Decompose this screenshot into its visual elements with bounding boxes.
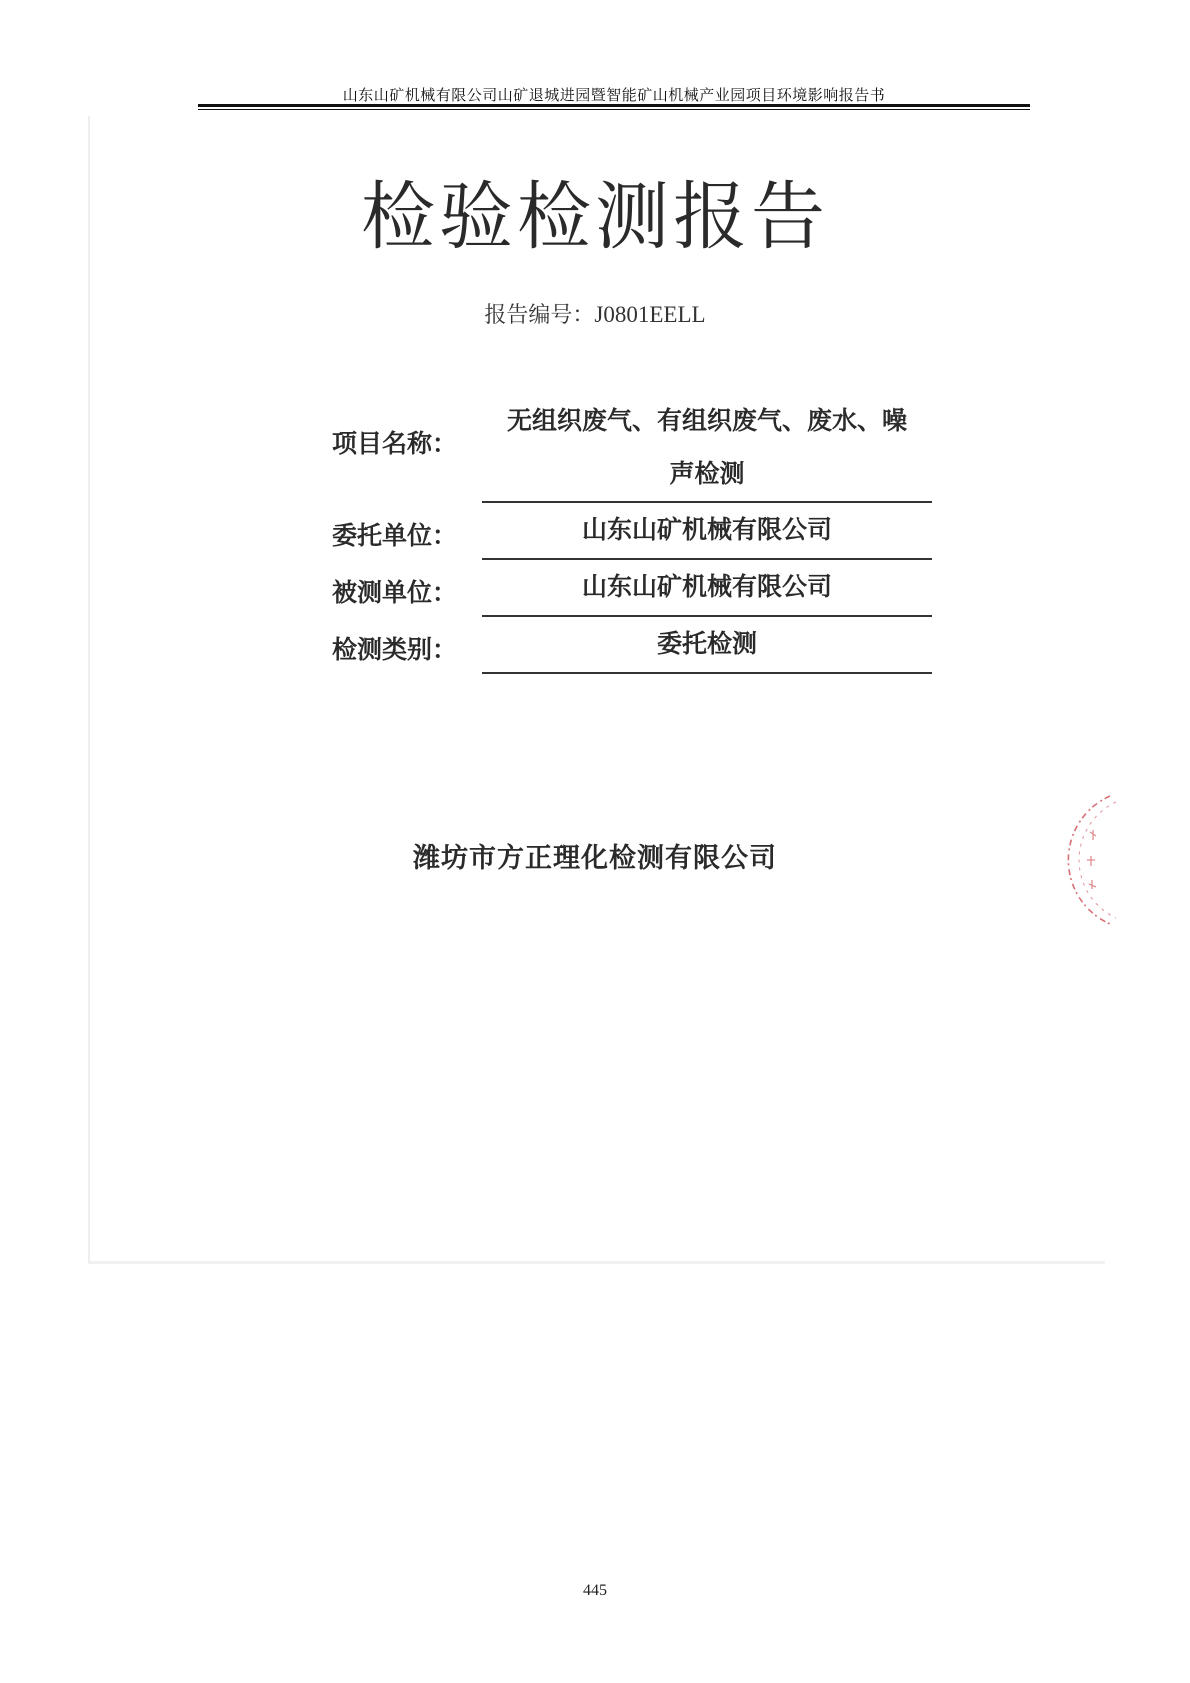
scanned-page (88, 116, 1105, 1264)
project-name-label: 项目名称： (332, 429, 458, 458)
header-rule-thick (198, 104, 1030, 107)
report-number (0, 298, 1190, 329)
page-number: 445 (583, 1582, 607, 1599)
tested-unit-label: 被测单位： (332, 578, 458, 607)
test-category-label: 检测类别： (332, 635, 458, 664)
client-label: 委托单位： (332, 521, 458, 550)
seal-stamp-icon (1060, 790, 1120, 930)
client-value: 山东山矿机械有限公司 (581, 515, 832, 544)
report-number-value: J0801EELL (594, 302, 706, 327)
project-name-value-line1: 无组织废气、有组织废气、废水、噪 (506, 406, 907, 435)
running-header: 山东山矿机械有限公司山矿退城进园暨智能矿山机械产业园项目环境影响报告书 (342, 86, 886, 104)
header-rule-thin (198, 109, 1030, 110)
test-category-value: 委托检测 (656, 629, 757, 658)
tested-unit-value: 山东山矿机械有限公司 (581, 572, 832, 601)
issuer-name: 潍坊市方正理化检测有限公司 (413, 843, 777, 874)
report-number-label: 报告编号： (484, 303, 595, 328)
report-title: 检验检测报告 (361, 174, 829, 260)
test-category-rule (482, 672, 932, 674)
project-name-value-line2: 声检测 (669, 459, 745, 488)
